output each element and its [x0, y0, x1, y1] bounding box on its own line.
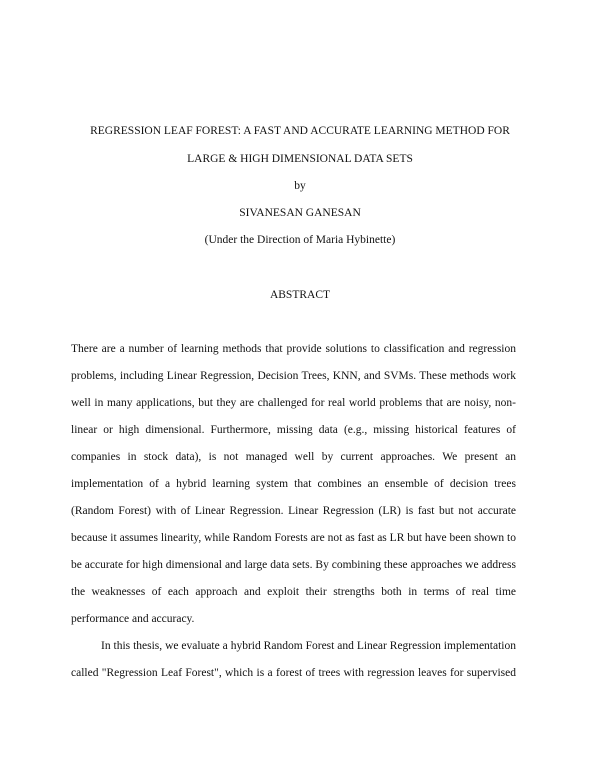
- paragraph-line: There are a number of learning methods that provide solutions to classification and regression: [71, 343, 516, 355]
- paragraph-line: In this thesis, we evaluate a hybrid Random Forest and Linear Regression implementation: [101, 640, 516, 652]
- abstract-heading: ABSTRACT: [269, 289, 331, 301]
- paragraph-line: (Random Forest) with of Linear Regression. Linear Regression (LR) is fast but not accurate: [71, 505, 516, 517]
- paragraph-line: performance and accuracy.: [71, 613, 195, 625]
- paragraph-line: because it assumes linearity, while Random Forests are not as fast as LR but have been shown to: [71, 532, 516, 544]
- paragraph-line: companies in stock data), is not managed well by current approaches. We present an: [71, 451, 516, 463]
- author-name: SIVANESAN GANESAN: [239, 207, 361, 219]
- paragraph-line: problems, including Linear Regression, Decision Trees, KNN, and SVMs. These methods work: [71, 370, 516, 382]
- paragraph-line: be accurate for high dimensional and large data sets. By combining these approaches we address: [71, 559, 516, 571]
- paragraph-line: well in many applications, but they are challenged for real world problems that are noisy, non-: [71, 397, 516, 409]
- by-label: by: [294, 180, 306, 192]
- advisor-line: (Under the Direction of Maria Hybinette): [204, 234, 396, 246]
- thesis-title-line-2: LARGE & HIGH DIMENSIONAL DATA SETS: [187, 153, 413, 165]
- paragraph-line: the weaknesses of each approach and exploit their strengths both in terms of real time: [71, 586, 516, 598]
- paragraph-line: called "Regression Leaf Forest", which is a forest of trees with regression leaves for supervised: [71, 667, 516, 679]
- paragraph-line: linear or high dimensional. Furthermore, missing data (e.g., missing historical features of: [71, 424, 516, 436]
- thesis-title-line-1: REGRESSION LEAF FOREST: A FAST AND ACCURATE LEARNING METHOD FOR: [90, 125, 510, 137]
- paragraph-line: implementation of a hybrid learning system that combines an ensemble of decision trees: [71, 478, 516, 490]
